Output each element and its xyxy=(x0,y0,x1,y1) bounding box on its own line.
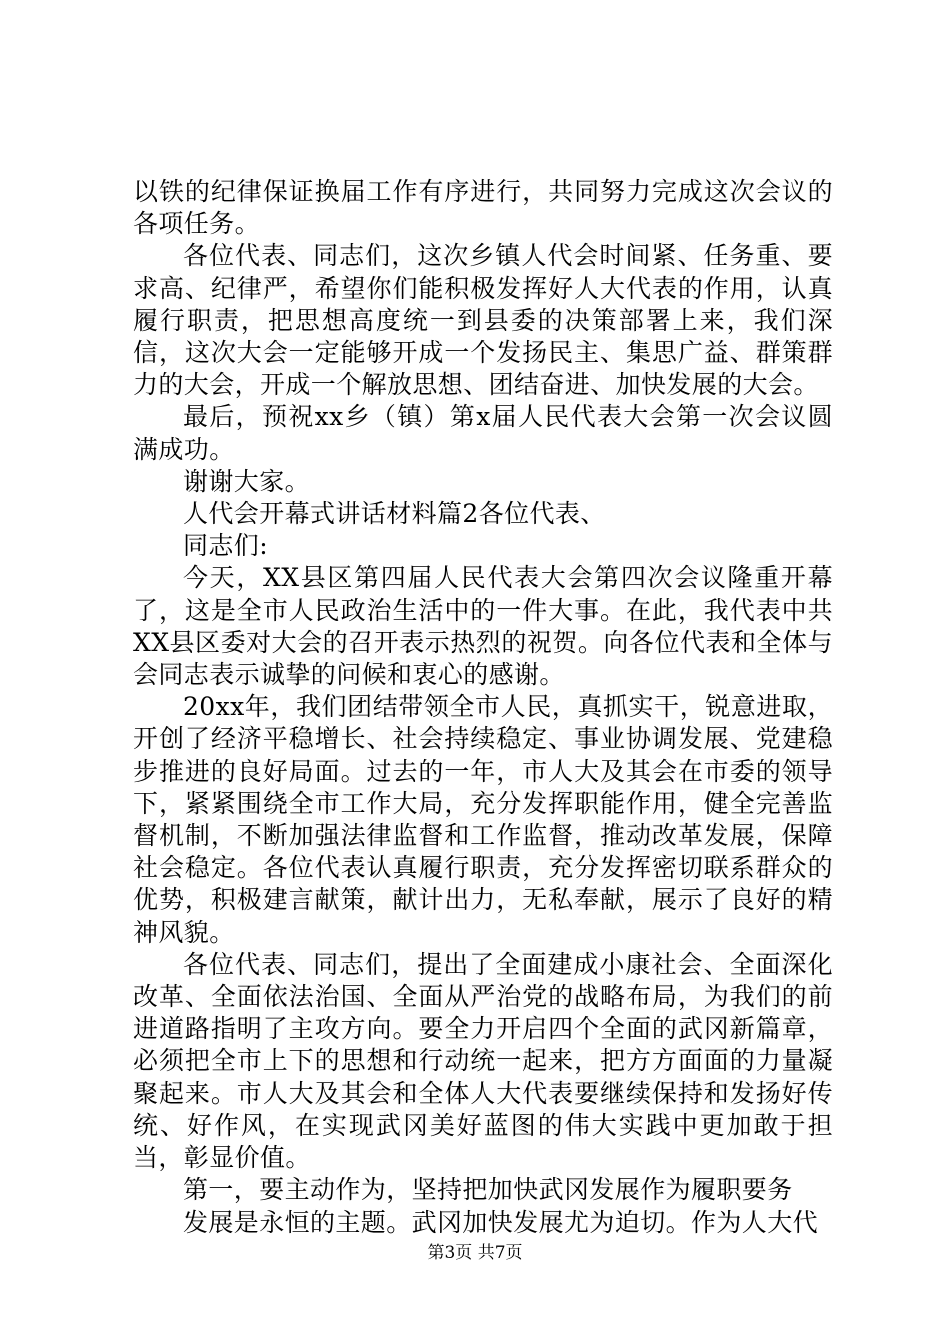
paragraph-opening: 今天，XX县区第四届人民代表大会第四次会议隆重开幕了，这是全市人民政治生活中的一件大事。在此，我代表中共XX县区委对大会的召开表示热烈的祝贺。向各位代表和全体与会同志表示诚挚的问候和衷心的感谢。 xyxy=(133,563,833,690)
paragraph-development: 发展是永恒的主题。武冈加快发展尤为迫切。作为人大代 xyxy=(183,1207,819,1237)
page-number: 第3页 共7页 xyxy=(427,1243,523,1263)
point-heading-first: 第一，要主动作为，坚持把加快武冈发展作为履职要务 xyxy=(183,1175,793,1205)
document-body xyxy=(133,176,833,1239)
paragraph-appeal: 各位代表、同志们，这次乡镇人代会时间紧、任务重、要求高、纪律严，希望你们能积极发挥好人大代表的作用，认真履行职责，把思想高度统一到县委的决策部署上来，我们深信，这次大会一定能够开成一个发扬民主、集思广益、群策群力的大会，开成一个解放思想、团结奋进、加快发展的大会。 xyxy=(133,241,833,400)
paragraph-strategy: 各位代表、同志们，提出了全面建成小康社会、全面深化改革、全面依法治国、全面从严治党的战略布局，为我们的前进道路指明了主攻方向。要全力开启四个全面的武冈新篇章，必须把全市上下的思想和行动统一起来，把方方面面的力量凝聚起来。市人大及其会和全体人大代表要继续保持和发扬好传统、好作风，在实现武冈美好蓝图的伟大实践中更加敢于担当，彰显价值。 xyxy=(133,949,833,1173)
paragraph-thanks: 谢谢大家。 xyxy=(183,466,311,496)
section-heading: 人代会开幕式讲话材料篇2各位代表、 xyxy=(183,499,606,529)
paragraph-review: 20xx年，我们团结带领全市人民，真抓实干，锐意进取，开创了经济平稳增长、社会持续稳定、事业协调发展、党建稳步推进的良好局面。过去的一年，市人大及其会在市委的领导下，紧紧围绕全市工作大局，充分发挥职能作用，健全完善监督机制，不断加强法律监督和工作监督，推动改革发展，保障社会稳定。各位代表认真履行职责，充分发挥密切联系群众的优势，积极建言献策，献计出力，无私奉献，展示了良好的精神风貌。 xyxy=(133,692,833,947)
paragraph-wish: 最后，预祝xx乡（镇）第x届人民代表大会第一次会议圆满成功。 xyxy=(133,402,833,464)
salutation: 同志们: xyxy=(183,531,269,561)
paragraph-continuation: 以铁的纪律保证换届工作有序进行，共同努力完成这次会议的各项任务。 xyxy=(133,177,833,239)
